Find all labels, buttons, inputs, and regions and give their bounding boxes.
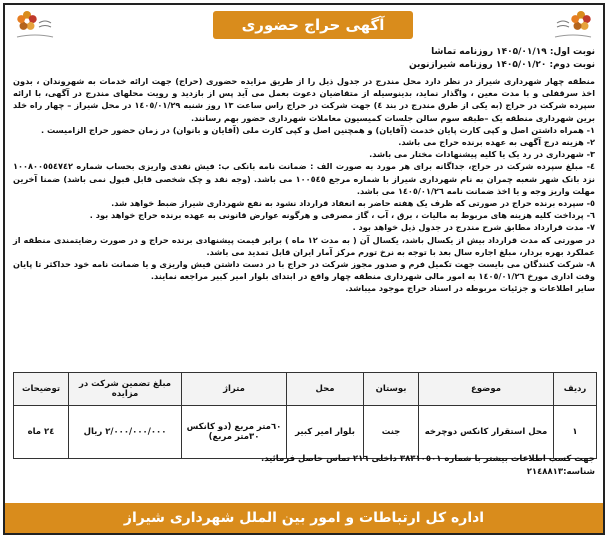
condition-item: ١- همراه داشتن اصل و کپی کارت پایان خدمت (آقایان) و همچنین اصل و کپی کارت ملی (آقایان و بانوان) در زمان حضور حراج الزامیست . [41,124,595,135]
condition-item: ٥- سپرده برنده حراج در صورتی که ظرف یک هفته حاضر به انعقاد قرارداد نشود به نفع شهرداری شیراز ضبط خواهد شد. [111,198,595,209]
table-cell: ٦٠متر مربع (دو کانکس ٣٠متر مربع) [182,406,287,459]
column-header: ردیف [554,373,597,406]
footer-banner: اداره کل ارتباطات و امور بین الملل شهرداری شیراز [5,503,603,533]
table-cell: بلوار امیر کبیر [287,406,364,459]
shiraz-municipality-logo-icon [551,9,595,43]
closing-note: سایر اطلاعات و جزئیات مربوطه در اسناد حراج موجود میباشد. [345,283,595,294]
condition-item: ٧- مدت قرارداد مطابق شرح مندرج در جدول ذیل خواهد بود . [352,222,595,233]
column-header: موضوع [419,373,554,406]
ad-title: آگهی حراج حضوری ۵-۱۴۰۵ [213,11,413,39]
publish-first-date: نوبت اول: ۱۴۰۵/۰۱/۱۹ روزنامه تماشا [431,47,595,57]
contact-line: جهت کسب اطلاعات بیشتر با شماره ٣٨٣١٠٥٠١ داخلی ٢١٦ تماس حاصل فرمائید. [260,454,595,464]
table-row [14,406,597,459]
column-header: متراژ [182,373,287,406]
condition-item: ٣- شهرداری در رد یک یا کلیه پیشنهادات مختار می باشد. [369,149,595,160]
condition-item: ٨- شرکت کنندگان می بایست جهت تکمیل فرم و صدور مجوز شرکت در حراج با در دست داشتن فیش واریزی و یا ضمانت نامه خود حداکثر تا پایان وقت اداری مورخ ١٤٠٥/٠١/٢٦ به امور مالی شهرداری منطقه چهار واقع در ابتدای بلوار امیر کبیر مراجعه نمایند. [13,259,595,282]
column-header: بوستان [364,373,419,406]
table-cell: ٢٤ ماه [14,406,69,459]
table-cell: محل استقرار کانکس دوچرخه [419,406,554,459]
auction-lots-table [13,372,597,459]
column-header: مبلغ تضمین شرکت در مزایده [69,373,182,406]
ad-frame [3,3,605,535]
condition-item: ٢- هزینه درج آگهی به عهده برنده حراج می باشد. [398,137,595,148]
publish-second-date: نوبت دوم: ۱۴۰۵/۰۱/۲۰ روزنامه شیرازنوین [408,60,595,70]
table-cell: ١ [554,406,597,459]
column-header: توضیحات [14,373,69,406]
condition-item: ٤- مبلغ سپرده شرکت در حراج، جداگانه برای هر مورد به صورت الف : ضمانت نامه بانکی ب: فیش نقدی واریزی بحساب شماره ١٠٠٨٠٠٥٥٤٧٤٢ نزد بانک شهر شعبه چمران به نام شهرداری شیراز با شماره مرجع ١٠٠٥٤٥ می باشد. (وجه نقد و چک شخصی قابل قبول نمی باشد) ضمنا آخرین مهلت واریز وجه و یا اخذ ضمانت نامه ١٤٠٥/٠١/٢٦ می باشد. [13,161,595,196]
column-header: محل [287,373,364,406]
ad-id: شناسه:٢١٤٨٨١٣ [526,467,595,477]
condition-item: در صورتی که مدت قرارداد بیش از یکسال باشد، یکسال آن ( به مدت ١٢ ماه ) برابر قیمت پیشنهادی برنده حراج و در صورت رضایتمندی منطقه از عملکرد بهره بردار، مبلغ اجاره سال بعد با توجه به نرخ تورم مرکز آمار ایران قابل تمدید می باشد. [13,234,595,257]
ad-body [13,75,595,295]
table-cell: جنت [364,406,419,459]
intro-paragraph: منطقه چهار شهرداری شیراز در نظر دارد محل مندرج در جدول ذیل را از طریق مزایده حضوری (حراج) جهت ارائه خدمات به شهروندان ، بدون اخذ سرقفلی و با مدت معین ، واگذار نماید، بدینوسیله از متقاضیان دعوت بعمل می آید پس از بازدید و رویت محلهای مندرج در آگهی، با ارائه سپرده شرکت در حراج (به یکی از طرق مندرج در بند ٤) جهت شرکت در حراج راس ساعت ١٣ روز شنبه ١٤٠٥/٠١/٢٩ در محل شیراز – چهار راه خلد برین شهرداری منطقه یک –طبقه سوم سالن جلسات کمیسیون معاملات شهرداری حضور بهم رسانند. [13,76,595,123]
shiraz-municipality-logo-icon [13,9,57,43]
contact-footnote [261,453,595,479]
table-header-row [14,373,597,406]
table-cell: ٢/٠٠٠/٠٠٠/٠٠٠ ریال [69,406,182,459]
condition-item: ٦- پرداخت کلیه هزینه های مربوط به مالیات ، برق ، آب ، گاز مصرفی و هرگونه عوارض قانونی به عهده برنده حراج خواهد بود . [89,210,595,221]
